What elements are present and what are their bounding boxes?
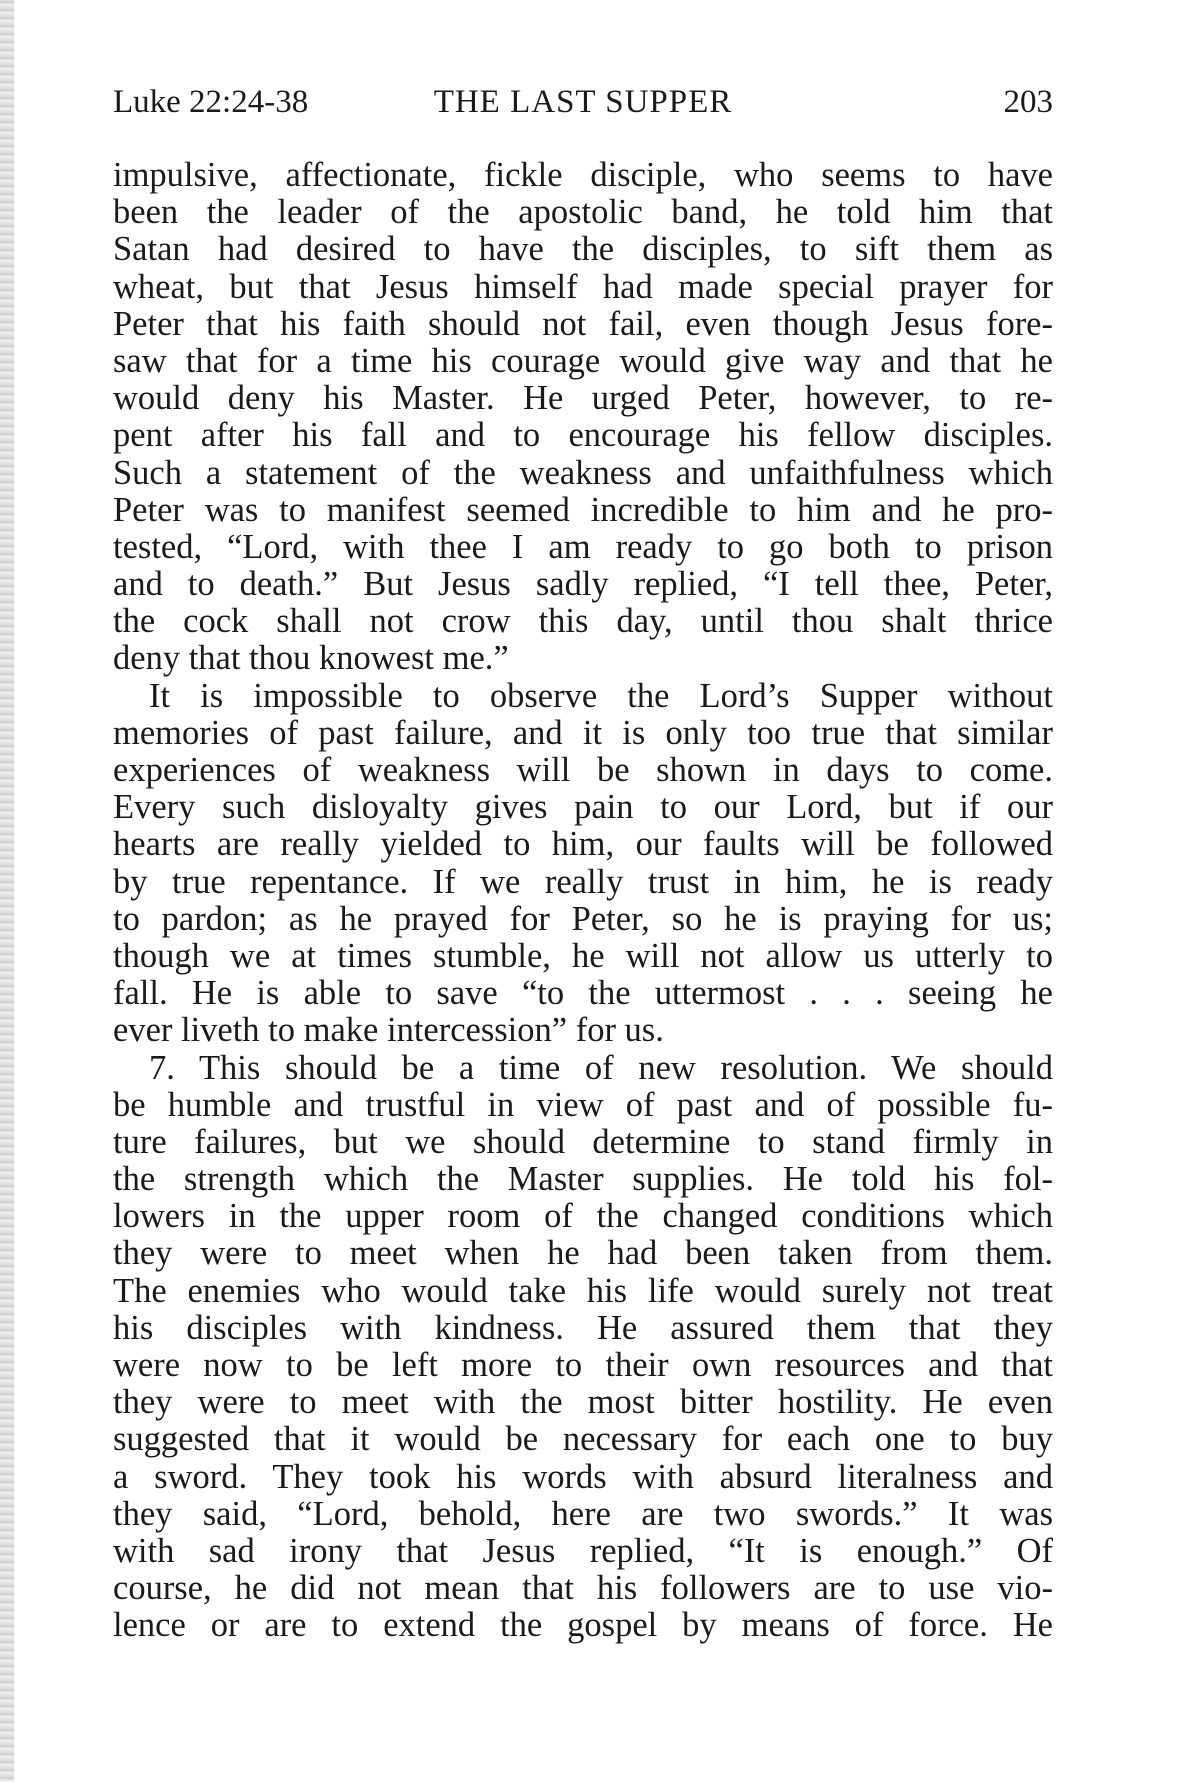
- text-line: his disciples with kindness. He assured them that they: [113, 1309, 1053, 1347]
- text-line: were now to be left more to their own resources and that: [113, 1347, 1053, 1384]
- text-line: be humble and trustful in view of past and of possible fu-: [113, 1086, 1053, 1124]
- text-line: the strength which the Master supplies. He told his fol-: [113, 1161, 1053, 1199]
- text-line: experiences of weakness will be shown in days to come.: [113, 752, 1053, 789]
- text-line: they were to meet with the most bitter hostility. He even: [113, 1384, 1053, 1422]
- text-line: hearts are really yielded to him, our faults will be followed: [113, 826, 1053, 864]
- text-line: Satan had desired to have the disciples, to sift them as: [113, 231, 1053, 269]
- text-line: 7. This should be a time of new resolution. We should: [149, 1049, 1053, 1087]
- text-line: to pardon; as he prayed for Peter, so he is praying for us;: [113, 900, 1053, 938]
- text-line: fall. He is able to save “to the uttermost . . . seeing he: [113, 975, 1053, 1013]
- text-line: memories of past failure, and it is only too true that similar: [113, 714, 1053, 752]
- text-line: would deny his Master. He urged Peter, however, to re-: [113, 380, 1053, 418]
- text-line: a sword. They took his words with absurd literalness and: [113, 1458, 1053, 1496]
- page-binding-edge: [0, 0, 14, 1782]
- text-line: pent after his fall and to encourage his fellow disciples.: [113, 417, 1053, 455]
- text-line: Peter was to manifest seemed incredible to him and he pro-: [113, 491, 1053, 529]
- text-line: suggested that it would be necessary for each one to buy: [113, 1421, 1053, 1459]
- chapter-title: THE LAST SUPPER: [433, 84, 733, 120]
- running-head: [113, 80, 1053, 124]
- text-line: impulsive, affectionate, fickle disciple, who seems to have: [113, 157, 1053, 194]
- text-line: course, he did not mean that his followers are to use vio-: [113, 1570, 1053, 1608]
- text-line: Such a statement of the weakness and unfaithfulness which: [113, 454, 1053, 492]
- text-line: they said, “Lord, behold, here are two swords.” It was: [113, 1495, 1053, 1533]
- text-line: saw that for a time his courage would give way and that he: [113, 342, 1053, 380]
- text-line: been the leader of the apostolic band, he told him that: [113, 194, 1053, 232]
- text-line: by true repentance. If we really trust in him, he is ready: [113, 863, 1053, 901]
- text-line: the cock shall not crow this day, until thou shalt thrice: [113, 603, 1053, 641]
- text-line: The enemies who would take his life would surely not treat: [113, 1272, 1053, 1310]
- text-line: though we at times stumble, he will not allow us utterly to: [113, 937, 1053, 975]
- text-line: wheat, but that Jesus himself had made special prayer for: [113, 268, 1053, 306]
- text-line: and to death.” But Jesus sadly replied, “I tell thee, Peter,: [113, 566, 1053, 604]
- chapter-reference: Luke 22:24-38: [113, 84, 309, 120]
- page-number: 203: [1003, 84, 1053, 120]
- text-line: tested, “Lord, with thee I am ready to go both to prison: [113, 528, 1053, 566]
- text-line: ture failures, but we should determine to stand firmly in: [113, 1123, 1053, 1161]
- text-line: Every such disloyalty gives pain to our Lord, but if our: [113, 789, 1053, 827]
- text-line: ever liveth to make intercession” for us.: [113, 1012, 664, 1050]
- text-line: with sad irony that Jesus replied, “It is enough.” Of: [113, 1532, 1053, 1570]
- text-line: It is impossible to observe the Lord’s Supper without: [149, 677, 1053, 715]
- text-line: lowers in the upper room of the changed conditions which: [113, 1198, 1053, 1236]
- text-line: deny that thou knowest me.”: [113, 640, 509, 678]
- body-text: [113, 157, 1053, 1645]
- text-line: Peter that his faith should not fail, even though Jesus fore-: [113, 305, 1053, 343]
- text-line: they were to meet when he had been taken from them.: [113, 1235, 1053, 1273]
- text-line: lence or are to extend the gospel by means of force. He: [113, 1607, 1053, 1645]
